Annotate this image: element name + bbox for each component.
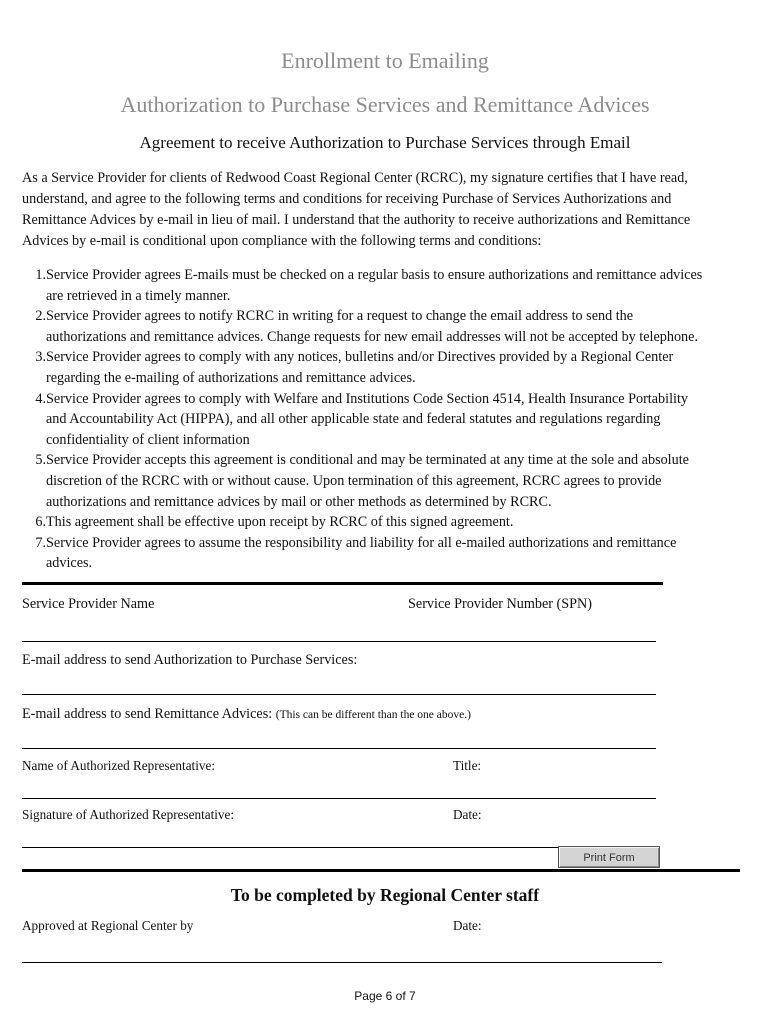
email-remit-field[interactable] <box>22 748 656 749</box>
term-item <box>22 450 752 512</box>
rep-name-field[interactable] <box>22 798 656 799</box>
staff-divider <box>22 869 740 872</box>
term-line: authorizations and remittance advices. Change requests for new email addresses will not be accepted by telephone. <box>46 328 698 345</box>
email-remit-label <box>22 706 471 723</box>
term-line: Service Provider agrees to comply with any notices, bulletins and/or Directives provided by a Regional Center <box>46 349 674 366</box>
term-line: regarding the e-mailing of authorizations and remittance advices. <box>46 369 416 386</box>
staff-heading: To be completed by Regional Center staff <box>230 885 540 905</box>
term-line: This agreement shall be effective upon receipt by RCRC of this signed agreement. <box>46 514 514 531</box>
rep-name-label: Name of Authorized Representative: <box>22 758 215 773</box>
section-divider <box>22 582 663 585</box>
term-line: Service Provider agrees E-mails must be checked on a regular basis to ensure authorizations and remittance advices <box>46 267 703 283</box>
email-auth-label: E-mail address to send Authorization to Purchase Services: <box>22 652 358 668</box>
staff-date-label: Date: <box>453 918 482 933</box>
provider-name-field[interactable] <box>22 641 656 642</box>
terms-list <box>22 265 752 574</box>
signature-field[interactable] <box>22 847 558 848</box>
page-number: Page 6 of 7 <box>354 989 416 1003</box>
print-form-button[interactable]: Print Form <box>558 846 660 868</box>
term-line: Service Provider agrees to comply with Welfare and Institutions Code Section 4514, Health Insurance Portability <box>46 390 689 407</box>
term-line: confidentiality of client information <box>46 431 250 448</box>
term-line: are retrieved in a timely manner. <box>46 287 231 304</box>
title-label: Title: <box>453 758 482 773</box>
spn-label: Service Provider Number (SPN) <box>408 596 593 612</box>
email-remit-label-text: E-mail address to send Remittance Advices: <box>22 706 273 722</box>
form-subtitle: Authorization to Purchase Services and Remittance Advices <box>120 92 650 117</box>
form-title: Enrollment to Emailing <box>281 48 489 73</box>
term-line: Service Provider agrees to notify RCRC in writing for a request to change the email address to send the <box>46 308 634 325</box>
intro-line: Advices by e-mail is conditional upon compliance with the following terms and conditions: <box>22 233 542 249</box>
approved-by-label: Approved at Regional Center by <box>22 918 194 933</box>
term-line: authorizations and remittance advices by mail or other methods as determined by RCRC. <box>46 493 552 510</box>
intro-line: understand, and agree to the following terms and conditions for receiving Purchase of Services Authorizations and <box>22 191 672 207</box>
email-auth-field[interactable] <box>22 694 656 695</box>
intro-line: Remittance Advices by e-mail in lieu of mail. I understand that the authority to receive authorizations and Remittance <box>22 212 691 228</box>
term-line: Service Provider agrees to assume the responsibility and liability for all e-mailed authorizations and remittance <box>46 534 677 551</box>
email-remit-note: (This can be different than the one above.) <box>275 709 471 721</box>
term-line: and Accountability Act (HIPPA), and all other applicable state and federal statutes and regulations regarding <box>46 411 661 428</box>
intro-paragraph <box>22 168 752 252</box>
term-item <box>22 306 752 347</box>
term-number: 1. <box>35 267 46 283</box>
term-item <box>22 512 752 533</box>
term-number: 6. <box>35 514 46 531</box>
term-item <box>22 389 752 451</box>
term-line: discretion of the RCRC with or without cause. Upon termination of this agreement, RCRC agrees to provide <box>46 472 662 489</box>
term-number: 4. <box>35 390 46 407</box>
term-item <box>22 533 752 574</box>
term-number: 3. <box>35 349 46 366</box>
term-item <box>22 347 752 388</box>
provider-name-label: Service Provider Name <box>22 596 155 612</box>
intro-line: As a Service Provider for clients of Redwood Coast Regional Center (RCRC), my signature certifies that I have read, <box>22 170 688 186</box>
approved-by-field[interactable] <box>22 962 662 963</box>
term-line: Service Provider accepts this agreement is conditional and may be terminated at any time at the sole and absolute <box>46 452 689 469</box>
date-label: Date: <box>453 807 482 822</box>
agreement-heading: Agreement to receive Authorization to Purchase Services through Email <box>139 133 631 152</box>
term-number: 2. <box>35 308 46 325</box>
signature-label: Signature of Authorized Representative: <box>22 807 235 822</box>
term-item <box>22 265 752 306</box>
term-line: advices. <box>46 555 93 572</box>
term-number: 5. <box>35 452 46 469</box>
term-number: 7. <box>35 534 46 551</box>
